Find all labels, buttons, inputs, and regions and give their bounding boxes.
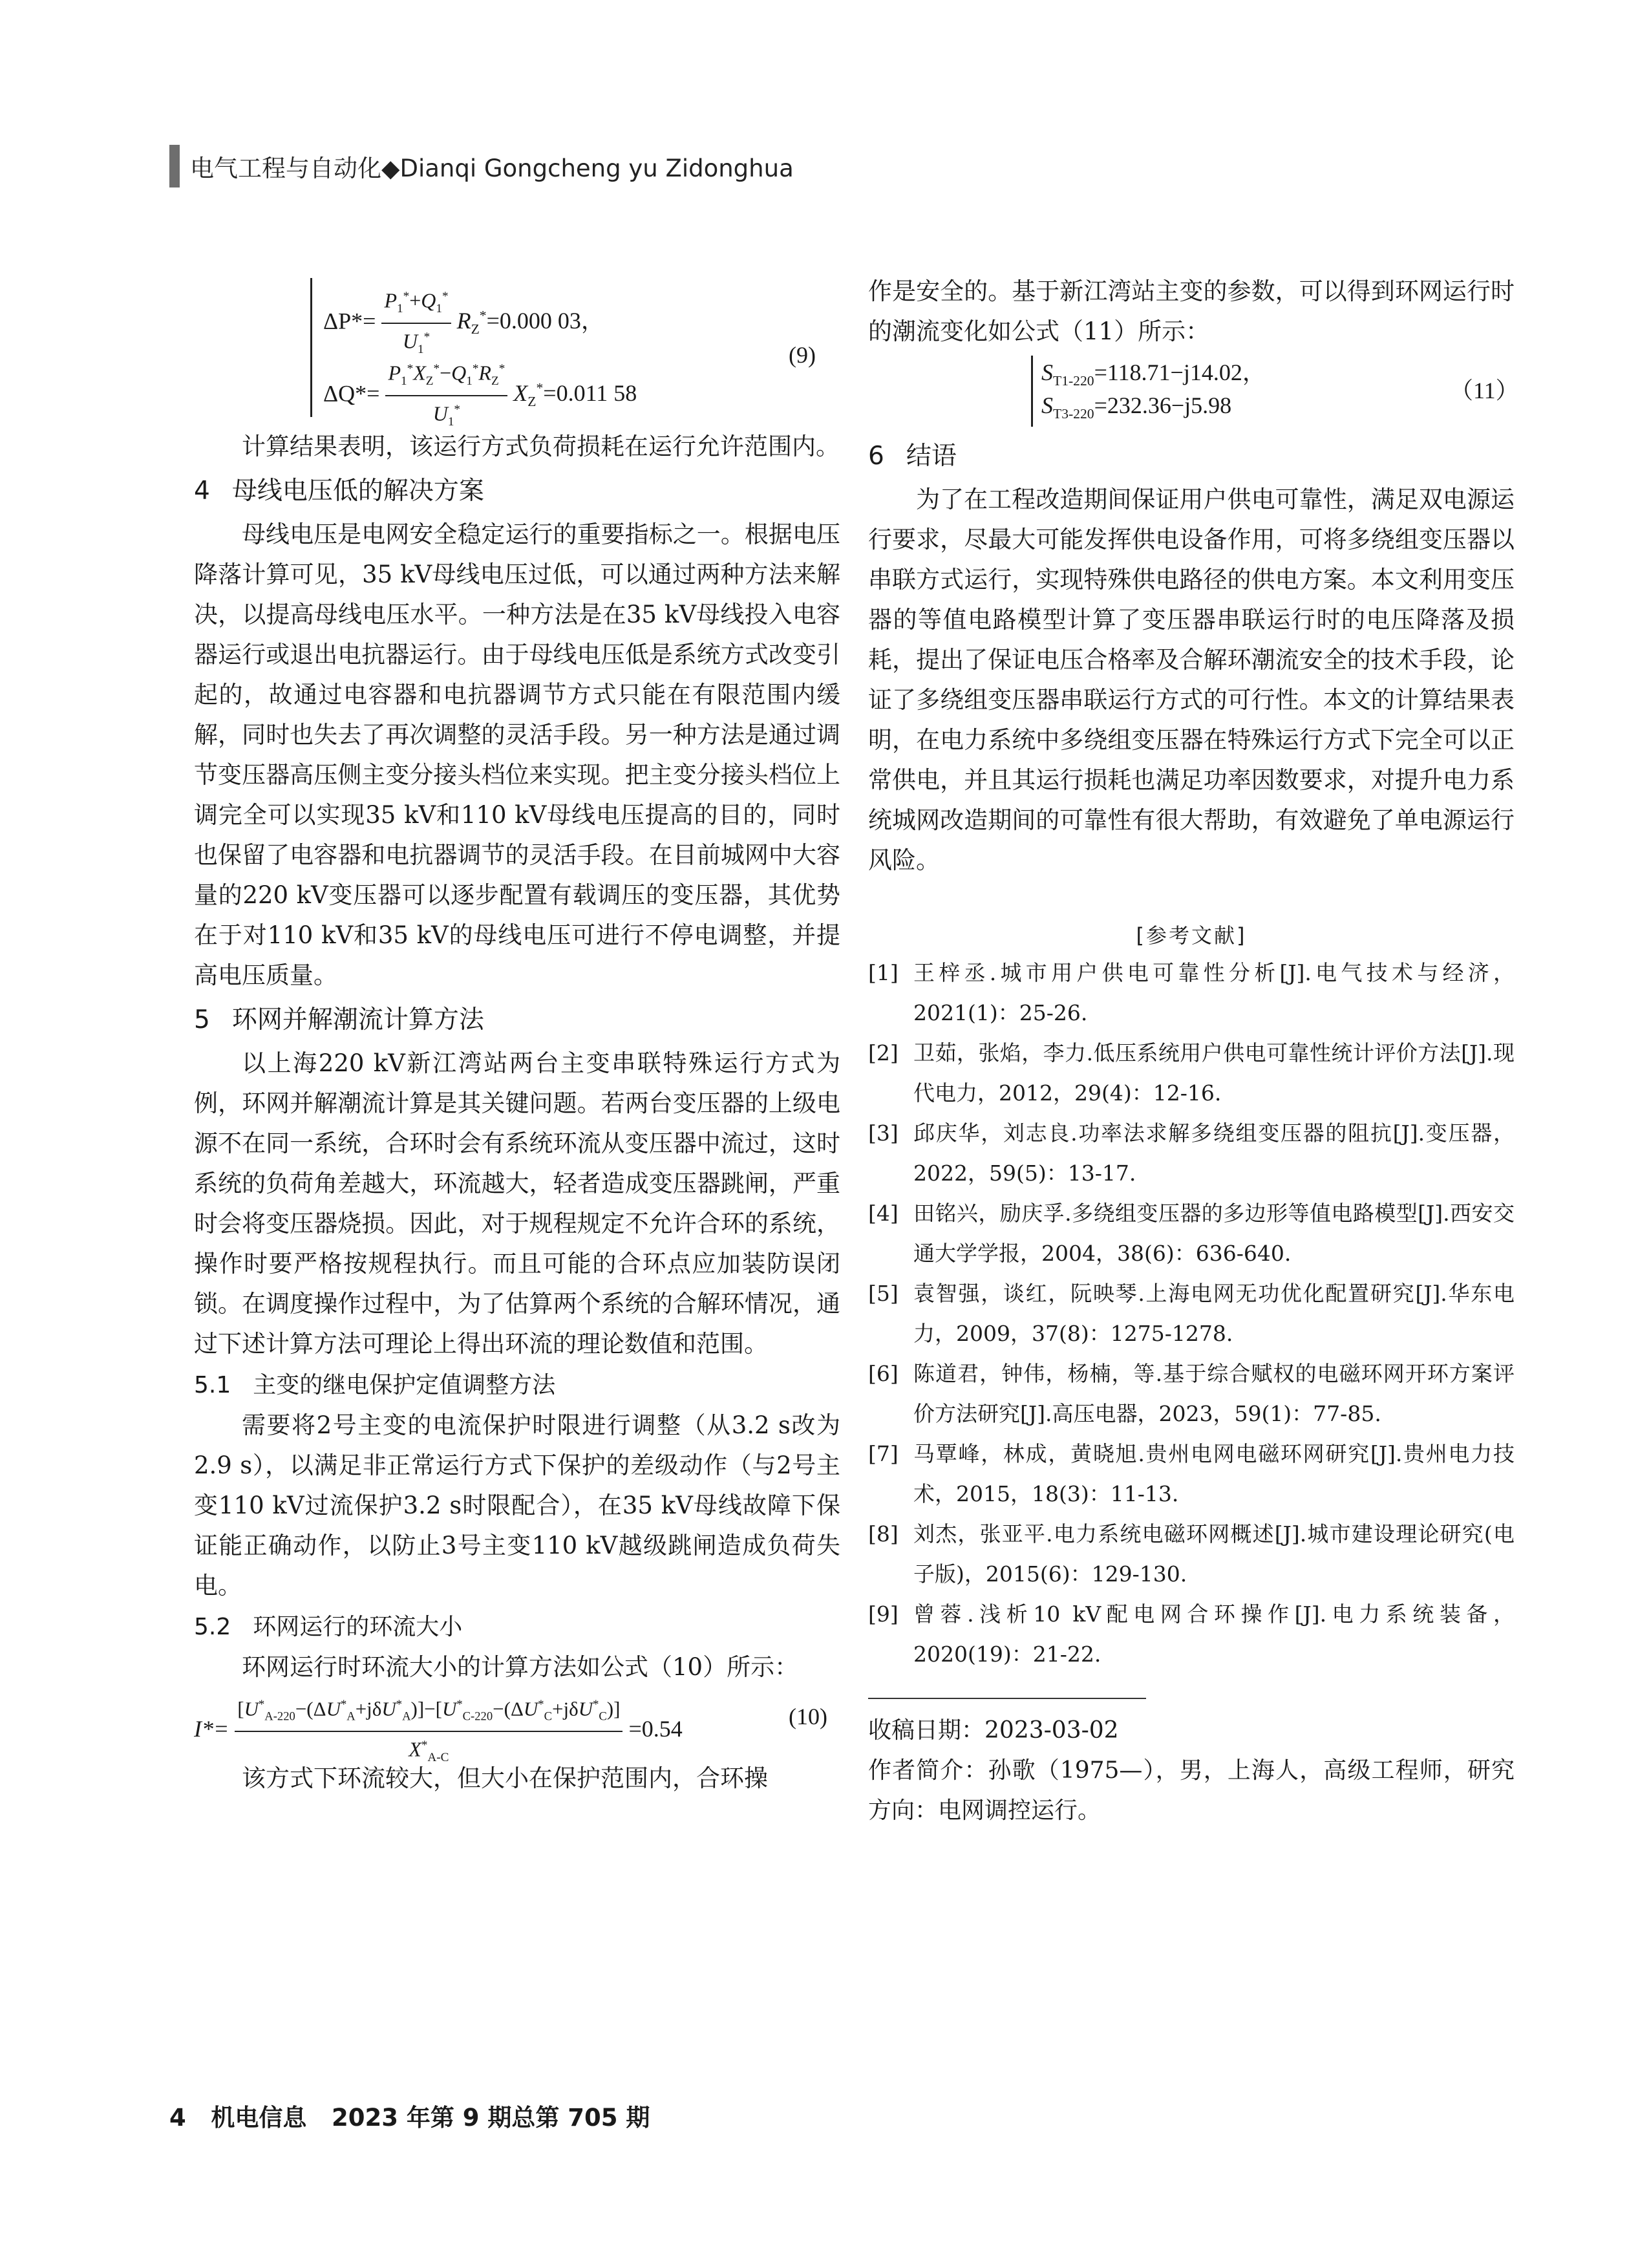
reference-item bbox=[868, 1274, 1515, 1354]
references-title: [参考文献] bbox=[1136, 923, 1247, 948]
paragraph: 为了在工程改造期间保证用户供电可靠性，满足双电源运行要求，尽最大可能发挥供电设备作用，可将多绕组变压器以串联方式运行，实现特殊供电路径的供电方案。本文利用变压器的等值电路模型计算了变压器串联运行时的电压降落及损耗，提出了保证电压合格率及合解环潮流安全的技术手段，论证了多绕组变压器串联运行方式的可行性。本文的计算结果表明，在电力系统中多绕组变压器在特殊运行方式下完全可以正常供电，并且其运行损耗也满足功率因数要求，对提升电力系统城网改造期间的可靠性有很大帮助，有效避免了单电源运行风险。 bbox=[868, 486, 1515, 874]
reference-text: 王梓丞.城市用户供电可靠性分析[J].电气技术与经济，2021(1)：25-26. bbox=[913, 960, 1515, 1025]
paragraph: 环网运行时环流大小的计算方法如公式（10）所示： bbox=[242, 1653, 799, 1681]
received-date: 收稿日期：2023-03-02 bbox=[868, 1717, 1119, 1744]
reference-number: [5] bbox=[868, 1281, 899, 1306]
reference-number: [2] bbox=[868, 1040, 899, 1065]
reference-text: 袁智强，谈红，阮映琴.上海电网无功优化配置研究[J].华东电力，2009，37(8)：1275-1278. bbox=[913, 1281, 1515, 1346]
reference-text: 邱庆华，刘志良.功率法求解多绕组变压器的阻抗[J].变压器，2022，59(5)：13-17. bbox=[913, 1120, 1515, 1186]
reference-number: [7] bbox=[868, 1441, 899, 1466]
author-bio: 作者简介：孙歌（1975—），男，上海人，高级工程师，研究方向：电网调控运行。 bbox=[868, 1757, 1515, 1824]
paragraph: 该方式下环流较大，但大小在保护范围内，合环操 bbox=[242, 1764, 768, 1792]
journal-title: 电气工程与自动化◆Dianqi Gongcheng yu Zidonghua bbox=[190, 155, 794, 182]
reference-item bbox=[868, 1033, 1515, 1113]
reference-text: 马覃峰，林成，黄晓旭.贵州电网电磁环网研究[J].贵州电力技术，2015，18(3)：11-13. bbox=[913, 1441, 1515, 1506]
header-bar bbox=[169, 145, 180, 187]
reference-text: 陈道君，钟伟，杨楠，等.基于综合赋权的电磁环网开环方案评价方法研究[J].高压电器，2023，59(1)：77-85. bbox=[913, 1361, 1515, 1426]
reference-item bbox=[868, 1193, 1515, 1274]
paragraph: 以上海220 kV新江湾站两台主变串联特殊运行方式为例，环网并解潮流计算是其关键问题。若两台变压器的上级电源不在同一系统，合环时会有系统环流从变压器中流过，这时系统的负荷角差越大，环流越大，轻者造成变压器跳闸，严重时会将变压器烧损。因此，对于规程规定不允许合环的系统，操作时要严格按规程执行。而且可能的合环点应加装防误闭锁。在调度操作过程中，为了估算两个系统的合解环情况，通过下述计算方法可理论上得出环流的理论数值和范围。 bbox=[194, 1049, 840, 1358]
eq11-label: （11） bbox=[1450, 378, 1519, 403]
section-heading-5: 5 环网并解潮流计算方法 bbox=[194, 1005, 484, 1034]
equation-9 bbox=[194, 272, 840, 427]
subsection-heading-5-2: 5.2 环网运行的环流大小 bbox=[194, 1614, 463, 1640]
eq10-body: I*= $\frac{[U^*_{A-220}-(\Delta U^*_A+j\delta U^*_A)]-[U^*_{C-220}-(\Delta U^*_C+j\delta U^*_C)]}{X^*_{A-C}}$ =0.54 bbox=[194, 1691, 683, 1771]
divider bbox=[868, 1698, 1146, 1699]
eq11-line2: $S_{T3-220}=232.36-j5.98$ bbox=[1041, 392, 1232, 422]
reference-number: [8] bbox=[868, 1521, 899, 1546]
reference-item bbox=[868, 1434, 1515, 1514]
reference-number: [1] bbox=[868, 960, 899, 985]
equation-10 bbox=[194, 1687, 840, 1764]
equation-11 bbox=[868, 352, 1519, 432]
reference-item bbox=[868, 1354, 1515, 1434]
reference-number: [6] bbox=[868, 1361, 899, 1386]
reference-item bbox=[868, 1514, 1515, 1594]
reference-text: 田铭兴，励庆孚.多绕组变压器的多边形等值电路模型[J].西安交通大学学报，2004，38(6)：636-640. bbox=[913, 1201, 1515, 1266]
reference-text: 曾蓉.浅析10 kV配电网合环操作[J].电力系统装备，2020(19)：21-22. bbox=[913, 1601, 1515, 1667]
right-column bbox=[868, 272, 1519, 1831]
reference-number: [4] bbox=[868, 1201, 899, 1226]
subsection-heading-5-1: 5.1 主变的继电保护定值调整方法 bbox=[194, 1372, 556, 1398]
left-column bbox=[194, 272, 840, 1799]
eq11-line1: $S_{T1-220}=118.71-j14.02$， bbox=[1041, 359, 1266, 389]
reference-number: [9] bbox=[868, 1601, 899, 1627]
section-heading-4: 4 母线电压低的解决方案 bbox=[194, 476, 484, 506]
page-footer: 4 机电信息 2023 年第 9 期总第 705 期 bbox=[169, 2104, 650, 2132]
running-header bbox=[169, 145, 794, 187]
eq9-line2: ΔQ*= $\frac{P_1^*X_Z^*-Q_1^*R_Z^*}{U_1^*}$ $X_Z^*=0.011$ 58 bbox=[323, 356, 637, 436]
paragraph: 母线电压是电网安全稳定运行的重要指标之一。根据电压降落计算可见，35 kV母线电压过低，可以通过两种方法来解决，以提高母线电压水平。一种方法是在35 kV母线投入电容器运行或退出电抗器运行。由于母线电压低是系统方式改变引起的，故通过电容器和电抗器调节方式只能在有限范围内缓解，同时也失去了再次调整的灵活手段。另一种方法是通过调节变压器高压侧主变分接头档位来实现。把主变分接头档位上调完全可以实现35 kV和110 kV母线电压提高的目的，同时也保留了电容器和电抗器调节的灵活手段。在目前城网中大容量的220 kV变压器可以逐步配置有载调压的变压器，其优势在于对110 kV和35 kV的母线电压可进行不停电调整，并提高电压质量。 bbox=[194, 520, 840, 989]
eq10-label: (10) bbox=[789, 1704, 827, 1729]
paragraph: 计算结果表明，该运行方式负荷损耗在运行允许范围内。 bbox=[242, 433, 840, 460]
eq9-label: (9) bbox=[789, 342, 816, 368]
reference-text: 刘杰，张亚平.电力系统电磁环网概述[J].城市建设理论研究(电子版)，2015(6)：129-130. bbox=[913, 1521, 1515, 1587]
paragraph: 需要将2号主变的电流保护时限进行调整（从3.2 s改为2.9 s），以满足非正常运行方式下保护的差级动作（与2号主变110 kV过流保护3.2 s时限配合），在35 kV母线故障下保证能正确动作，以防止3号主变110 kV越级跳闸造成负荷失电。 bbox=[194, 1411, 840, 1599]
reference-number: [3] bbox=[868, 1120, 899, 1146]
reference-item bbox=[868, 953, 1515, 1033]
reference-text: 卫茹，张焰，李力.低压系统用户供电可靠性统计评价方法[J].现代电力，2012，29(4)：12-16. bbox=[913, 1040, 1515, 1106]
paragraph: 作是安全的。基于新江湾站主变的参数，可以得到环网运行时的潮流变化如公式（11）所示： bbox=[868, 277, 1515, 345]
reference-item bbox=[868, 1594, 1515, 1674]
reference-item bbox=[868, 1113, 1515, 1193]
eq9-line1: ΔP*= $\frac{P_1^*+Q_1^*}{U_1^*}$ $R_Z^*=0.000$ 03， bbox=[323, 283, 604, 363]
section-heading-6: 6 结语 bbox=[868, 442, 957, 471]
reference-list bbox=[868, 953, 1515, 1674]
